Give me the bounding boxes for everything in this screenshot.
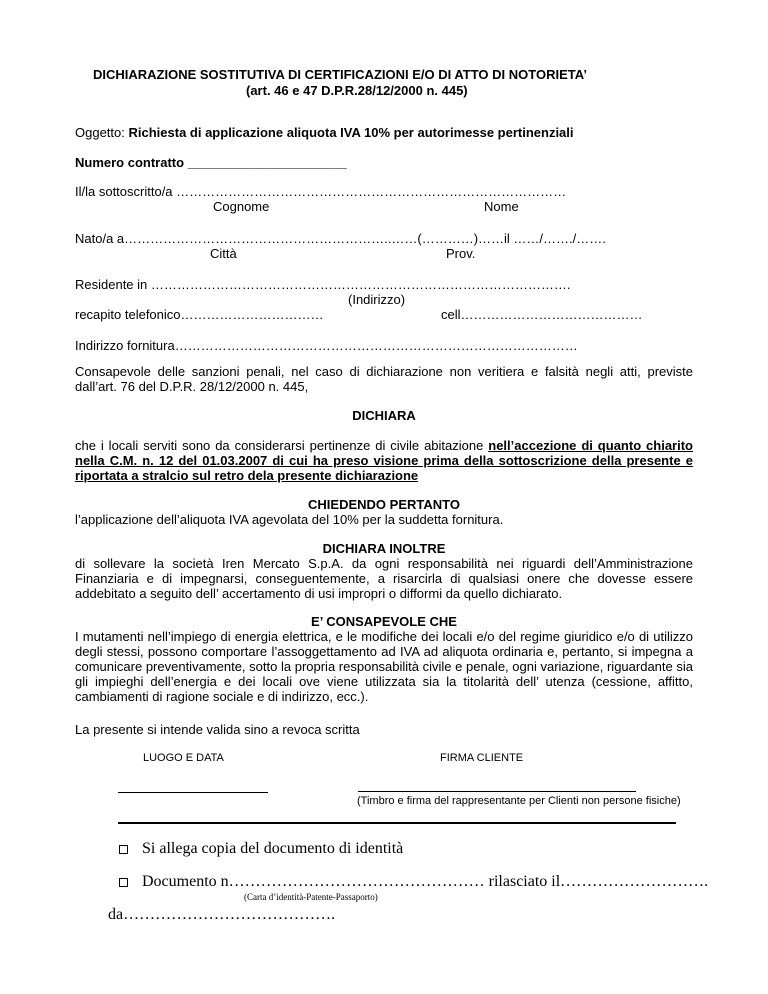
- consapevole-paragraph: Consapevole delle sanzioni penali, nel caso di dichiarazione non veritiera e falsità negli atti, previste dall’art. 76 del D.P.R. 28/12/2000 n. 445,: [75, 364, 693, 394]
- citta-label: Città: [210, 246, 237, 261]
- fornitura-field: Indirizzo fornitura…………………………………………………………………………………: [75, 338, 578, 353]
- documento-field: Documento n………………………………………… rilasciato il……………………….: [142, 873, 709, 890]
- indirizzo-label: (Indirizzo): [348, 292, 406, 307]
- residente-field: Residente in …………………………………………………………………………………….: [75, 277, 571, 292]
- recapito-field: recapito telefonico……………………………: [75, 307, 324, 322]
- consapevole-che-paragraph: I mutamenti nell’impiego di energia elettrica, e le modifiche dei locali e/o del regime giuridico e/o di utilizzo degli stessi, possono comportare l’assoggettamento ad IVA ad aliquota ordinaria e, pertanto, si impegna a comunicare preventivamente, sotto la propria responsabilità civile e penale, ogni variazione, riguardante sia gli impieghi dell’energia e dei locali ove viene utilizzata sia la titolarità dell’ utenza (cessione, affitto, cambiamenti di ragione sociale e di indirizzo, ecc.).: [75, 629, 693, 704]
- da-field: da………………………………….: [108, 906, 336, 923]
- inoltre-paragraph: di sollevare la società Iren Mercato S.p.A. da ogni responsabilità nei riguardi dell’Amministrazione Finanziaria e di impegnarsi, conseguentemente, a risarcirla di qualsiasi onere che dovesse essere addebitato a seguito dell’ accertamento di usi impropri o difformi da quello dichiarato.: [75, 556, 693, 601]
- checkbox-copia[interactable]: [119, 845, 128, 854]
- contratto-label: Numero contratto: [75, 155, 185, 170]
- nato-field: Nato/a a……………………………………………………..……(…………)……il ……/……./…….: [75, 231, 606, 246]
- cognome-label: Cognome: [213, 199, 270, 214]
- form-title: DICHIARAZIONE SOSTITUTIVA DI CERTIFICAZIONI E/O DI ATTO DI NOTORIETA’: [93, 67, 588, 82]
- chiedendo-text: l’applicazione dell’aliquota IVA agevolata del 10% per la suddetta fornitura.: [75, 512, 504, 527]
- luogo-data-line: [118, 792, 268, 793]
- section-divider: [118, 822, 676, 824]
- oggetto-line: [75, 125, 574, 140]
- validita-text: La presente si intende valida sino a revoca scritta: [75, 722, 360, 737]
- luogo-data-label: LUOGO E DATA: [143, 752, 224, 764]
- dichiara-underlined: nell’accezione di quanto chiarito nella C.M. n. 12 del 01.03.2007 di cui ha preso visione prima della sottoscrizione della presente e riportata a stralcio sul retro dela presente dichiarazione: [75, 438, 694, 483]
- dichiara-heading: DICHIARA: [352, 408, 416, 423]
- cell-field: cell……………………………………: [441, 307, 643, 322]
- checkbox-documento[interactable]: [119, 878, 128, 887]
- dichiara-paragraph: [75, 438, 693, 483]
- nome-label: Nome: [484, 199, 519, 214]
- documento-tipo-note: (Carta d’identità-Patente-Passaporto): [244, 892, 378, 902]
- firma-cliente-line: [358, 791, 636, 792]
- consapevole-che-heading: E’ CONSAPEVOLE CHE: [311, 614, 457, 629]
- chiedendo-heading: CHIEDENDO PERTANTO: [308, 497, 460, 512]
- oggetto-label: Oggetto:: [75, 125, 125, 140]
- contratto-blank: ______________________: [187, 155, 347, 170]
- form-subtitle: (art. 46 e 47 D.P.R.28/12/2000 n. 445): [246, 83, 468, 98]
- sottoscritto-field: Il/la sottoscritto/a ………………………………………………………………………………: [75, 184, 567, 199]
- dichiara-text: che i locali serviti sono da considerarsi pertinenze di civile abitazione: [75, 438, 489, 453]
- contratto-line: [75, 155, 347, 170]
- timbro-note: (Timbro e firma del rappresentante per Clienti non persone fisiche): [357, 795, 681, 807]
- firma-cliente-label: FIRMA CLIENTE: [440, 752, 524, 764]
- prov-label: Prov.: [446, 246, 476, 261]
- copia-text: Si allega copia del documento di identità: [142, 840, 404, 857]
- oggetto-text: Richiesta di applicazione aliquota IVA 10% per autorimesse pertinenziali: [128, 125, 574, 140]
- inoltre-heading: DICHIARA INOLTRE: [322, 541, 446, 556]
